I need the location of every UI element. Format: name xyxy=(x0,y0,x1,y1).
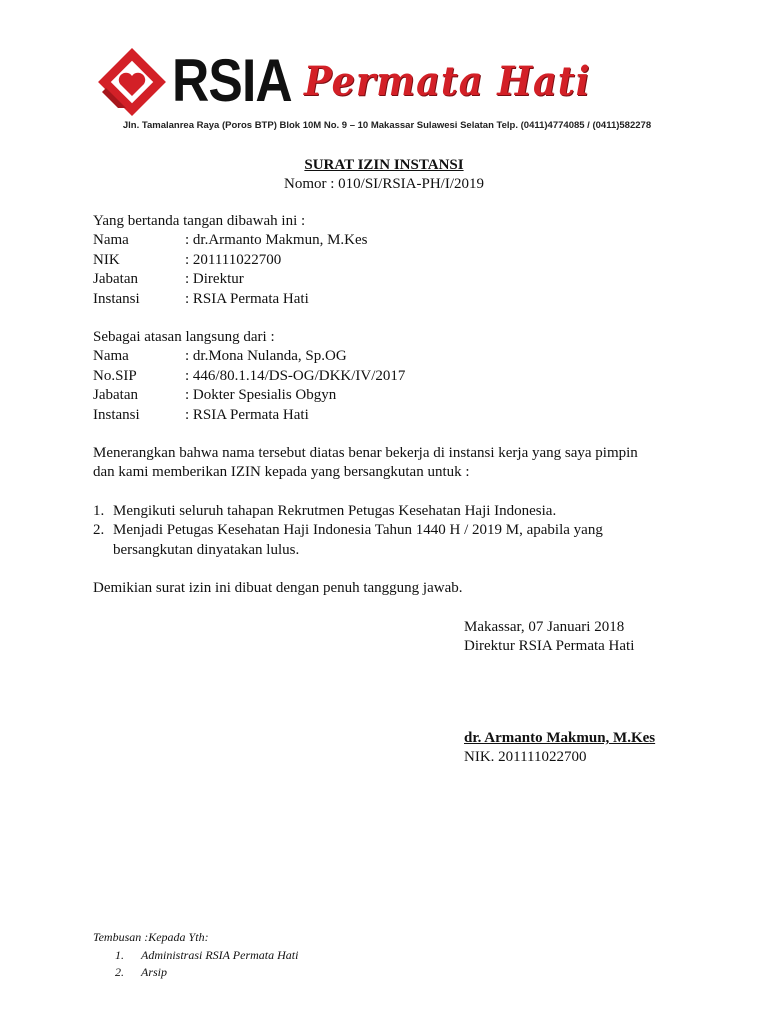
employee-row xyxy=(93,367,693,386)
cc-list xyxy=(93,947,298,982)
field-label: Jabatan xyxy=(93,387,138,404)
spacer xyxy=(93,560,693,579)
field-value: : dr.Mona Nulanda, Sp.OG xyxy=(185,348,347,365)
signer-position: Direktur RSIA Permata Hati xyxy=(464,638,635,655)
list-number: 1. xyxy=(93,502,105,519)
list-item xyxy=(93,521,693,560)
field-label: Nama xyxy=(93,348,129,365)
list-number: 1. xyxy=(115,947,124,962)
list-number: 2. xyxy=(115,965,124,979)
field-value: : Dokter Spesialis Obgyn xyxy=(185,387,337,404)
brand-short: RSIA xyxy=(172,47,292,114)
closing-text: Demikian surat izin ini dibuat dengan penuh tanggung jawab. xyxy=(93,580,463,597)
intro-text: Yang bertanda tangan dibawah ini : xyxy=(93,213,306,229)
field-value: : Direktur xyxy=(185,271,244,288)
list-item xyxy=(93,964,298,982)
field-value: : 201111022700 xyxy=(185,251,282,268)
list-item xyxy=(93,502,693,521)
statement-line: Menerangkan bahwa nama tersebut diatas benar bekerja di instansi kerja yang saya pimpin xyxy=(93,445,638,462)
employee-row xyxy=(93,386,693,405)
list-text: Mengikuti seluruh tahapan Rekrutmen Petugas Kesehatan Haji Indonesia. xyxy=(113,502,557,519)
field-label: NIK xyxy=(93,251,120,268)
permission-list xyxy=(93,502,693,560)
list-text: Arsip xyxy=(141,965,168,979)
letter-title: SURAT IZIN INSTANSI xyxy=(304,157,464,173)
field-label: Instansi xyxy=(93,290,140,307)
signer-name: dr. Armanto Makmun, M.Kes xyxy=(464,730,656,746)
list-number: 2. xyxy=(93,522,105,539)
signatory-row xyxy=(93,270,693,289)
brand-long: Permata Hati xyxy=(304,58,591,105)
signer-nik: NIK. 201111022700 xyxy=(464,749,587,766)
field-label: No.SIP xyxy=(93,367,137,384)
heart-logo-icon xyxy=(98,48,166,116)
field-value: : RSIA Permata Hati xyxy=(185,406,309,423)
spacer xyxy=(93,425,693,444)
letter-body xyxy=(93,212,693,599)
signatory-row xyxy=(93,290,693,309)
carbon-copy xyxy=(93,929,298,982)
title-block xyxy=(0,156,768,194)
letterhead-address: Jln. Tamalanrea Raya (Poros BTP) Blok 10M No. 9 – 10 Makassar Sulawesi Selatan Telp. (0411)4774085 / (0411)582278 xyxy=(122,120,652,131)
spacer xyxy=(93,309,693,328)
cc-heading: Tembusan :Kepada Yth: xyxy=(93,930,209,944)
statement-line: dan kami memberikan IZIN kepada yang bersangkutan untuk : xyxy=(93,464,470,481)
letter-number: Nomor : 010/SI/RSIA-PH/I/2019 xyxy=(283,176,484,192)
list-text xyxy=(113,521,603,560)
spacer xyxy=(93,483,693,502)
field-label: Nama xyxy=(93,232,129,249)
field-label: Instansi xyxy=(93,406,140,423)
list-text-line: Menjadi Petugas Kesehatan Haji Indonesia Tahun 1440 H / 2019 M, apabila yang xyxy=(113,522,603,539)
field-label: Jabatan xyxy=(93,271,138,288)
place-date: Makassar, 07 Januari 2018 xyxy=(464,619,625,635)
signer-block xyxy=(464,729,655,768)
field-value: : 446/80.1.14/DS-OG/DKK/IV/2017 xyxy=(185,367,406,384)
signature-block xyxy=(464,618,634,657)
letterhead xyxy=(92,40,682,136)
list-text-line: bersangkutan dinyatakan lulus. xyxy=(113,541,300,558)
superior-intro-text: Sebagai atasan langsung dari : xyxy=(93,329,275,346)
employee-row xyxy=(93,347,693,366)
signatory-row xyxy=(93,251,693,270)
employee-row xyxy=(93,406,693,425)
signatory-row xyxy=(93,231,693,250)
field-value: : RSIA Permata Hati xyxy=(185,290,309,307)
field-value: : dr.Armanto Makmun, M.Kes xyxy=(185,232,368,249)
list-text: Administrasi RSIA Permata Hati xyxy=(141,947,299,962)
list-item xyxy=(93,947,298,965)
